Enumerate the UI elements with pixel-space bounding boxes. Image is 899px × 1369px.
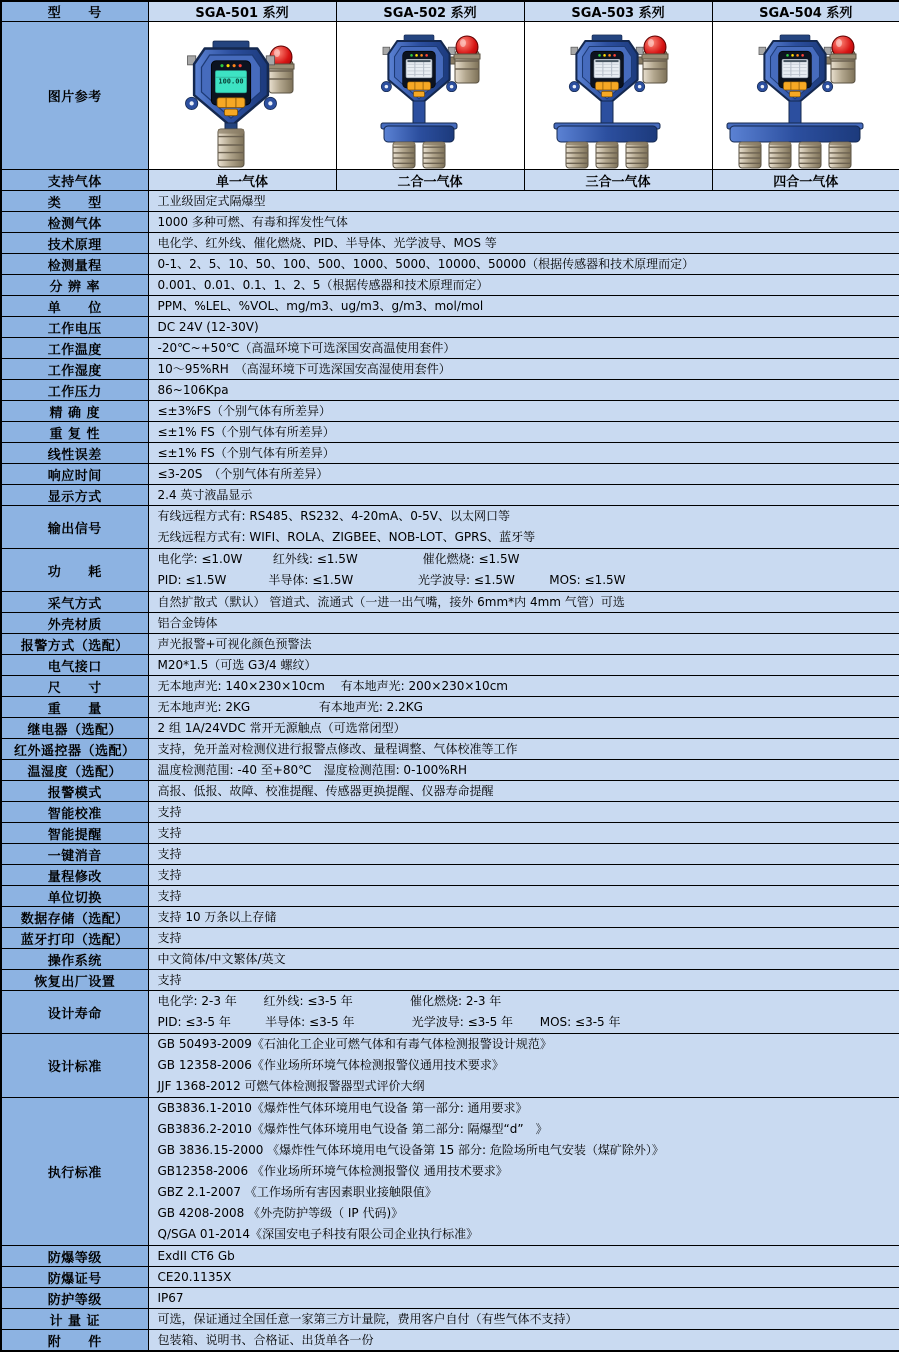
row-value-line: CE20.1135X <box>157 1270 232 1284</box>
row-value-line: GB 3836.15-2000 《爆炸性气体环境用电气设备第 15 部分: 危险场所电气安装（煤矿除外）》 <box>157 1143 664 1157</box>
row-value <box>148 676 899 697</box>
row-label: 类 型 <box>1 191 148 212</box>
row-value-line: 声光报警+可视化颜色预警法 <box>157 637 312 651</box>
spec-row <box>1 928 899 949</box>
row-label: 温湿度（选配） <box>1 760 148 781</box>
spec-row <box>1 844 899 865</box>
spec-row <box>1 802 899 823</box>
row-value <box>148 907 899 928</box>
row-value-line: IP67 <box>157 1291 184 1305</box>
row-value-line: 支持 <box>157 931 182 945</box>
row-value-line: 电化学: 2-3 年 红外线: ≤3-5 年 催化燃烧: 2-3 年 <box>157 994 502 1008</box>
row-value-line: GB 4208-2008 《外壳防护等级（ IP 代码)》 <box>157 1206 404 1220</box>
row-value <box>148 1309 899 1330</box>
row-value-line: GB3836.2-2010《爆炸性气体环境用电气设备 第二部分: 隔爆型“d” 》 <box>157 1122 548 1136</box>
gas-detector-image <box>149 23 335 169</box>
row-value-line: 10～95%RH （高湿环境下可选深国安高湿使用套件） <box>157 362 451 376</box>
row-label: 响应时间 <box>1 464 148 485</box>
row-value-line: M20*1.5（可选 G3/4 螺纹） <box>157 658 317 672</box>
row-label: 工作电压 <box>1 317 148 338</box>
row-value-line: ≤3-20S （个别气体有所差异） <box>157 467 329 481</box>
spec-row <box>1 464 899 485</box>
spec-row <box>1 401 899 422</box>
row-value <box>148 443 899 464</box>
row-value <box>148 739 899 760</box>
row-value <box>148 422 899 443</box>
row-value-line: GB 50493-2009《石油化工企业可燃气体和有毒气体检测报警设计规范》 <box>157 1037 552 1051</box>
row-value <box>148 634 899 655</box>
row-value <box>148 338 899 359</box>
supported-gas-value-2: 二合一气体 <box>336 170 524 191</box>
row-value <box>148 970 899 991</box>
spec-row <box>1 1330 899 1352</box>
row-label: 工作湿度 <box>1 359 148 380</box>
row-label: 蓝牙打印（选配） <box>1 928 148 949</box>
row-value <box>148 1034 899 1098</box>
row-value-line: GB3836.1-2010《爆炸性气体环境用电气设备 第一部分: 通用要求》 <box>157 1101 528 1115</box>
row-label: 技术原理 <box>1 233 148 254</box>
spec-row <box>1 275 899 296</box>
gas-detector-image <box>713 23 899 169</box>
product-image-cell-SGA-501 <box>148 22 336 170</box>
row-value-line: 高报、低报、故障、校准提醒、传感器更换提醒、仪器寿命提醒 <box>157 784 494 798</box>
row-value <box>148 802 899 823</box>
supported-gas-row <box>1 170 899 191</box>
row-label: 分 辨 率 <box>1 275 148 296</box>
row-value <box>148 823 899 844</box>
row-value <box>148 1288 899 1309</box>
spec-row <box>1 907 899 928</box>
model-header-4: SGA-504 系列 <box>712 1 899 22</box>
row-label: 采气方式 <box>1 592 148 613</box>
supported-gas-value-1: 单一气体 <box>148 170 336 191</box>
row-label: 功 耗 <box>1 549 148 592</box>
spec-row <box>1 380 899 401</box>
row-value-line: 2.4 英寸液晶显示 <box>157 488 253 502</box>
row-value-line: 支持 <box>157 868 182 882</box>
row-label: 防爆等级 <box>1 1246 148 1267</box>
row-value <box>148 212 899 233</box>
model-header-row <box>1 1 899 22</box>
spec-row <box>1 1098 899 1246</box>
row-value <box>148 549 899 592</box>
spec-row <box>1 592 899 613</box>
row-value <box>148 380 899 401</box>
row-value <box>148 991 899 1034</box>
row-value-line: ≤±3%FS（个别气体有所差异） <box>157 404 331 418</box>
row-label: 工作温度 <box>1 338 148 359</box>
spec-row <box>1 1288 899 1309</box>
row-value <box>148 1246 899 1267</box>
row-value-line: 86~106Kpa <box>157 383 229 397</box>
row-value-line: 1000 多种可燃、有毒和挥发性气体 <box>157 215 348 229</box>
product-image-row <box>1 22 899 170</box>
row-value-line: 无本地声光: 2KG 有本地声光: 2.2KG <box>157 700 423 714</box>
spec-row <box>1 317 899 338</box>
row-value <box>148 191 899 212</box>
row-label: 继电器（选配） <box>1 718 148 739</box>
row-label: 计 量 证 <box>1 1309 148 1330</box>
spec-row <box>1 739 899 760</box>
row-label: 附 件 <box>1 1330 148 1352</box>
spec-row <box>1 443 899 464</box>
row-value <box>148 1098 899 1246</box>
model-header-1: SGA-501 系列 <box>148 1 336 22</box>
row-label: 检测量程 <box>1 254 148 275</box>
row-label: 量程修改 <box>1 865 148 886</box>
row-value-line: 支持 <box>157 889 182 903</box>
row-value-line: 支持，免开盖对检测仪进行报警点修改、量程调整、气体校准等工作 <box>157 742 518 756</box>
row-value-line: 0-1、2、5、10、50、100、500、1000、5000、10000、50000（根据传感器和技术原理而定） <box>157 257 695 271</box>
row-value <box>148 233 899 254</box>
row-value-line: 0.001、0.01、0.1、1、2、5（根据传感器和技术原理而定） <box>157 278 489 292</box>
row-value-line: 无线远程方式有: WIFI、ROLA、ZIGBEE、NOB-LOT、GPRS、蓝牙等 <box>157 530 536 544</box>
gas-detector-image <box>337 23 523 169</box>
row-label: 检测气体 <box>1 212 148 233</box>
row-label: 操作系统 <box>1 949 148 970</box>
gas-detector-image <box>525 23 711 169</box>
row-value-line: DC 24V (12-30V) <box>157 320 259 334</box>
spec-row <box>1 781 899 802</box>
row-value <box>148 949 899 970</box>
spec-row <box>1 1267 899 1288</box>
row-value-line: 支持 <box>157 847 182 861</box>
spec-row <box>1 549 899 592</box>
supported-gas-value-4: 四合一气体 <box>712 170 899 191</box>
spec-row <box>1 1309 899 1330</box>
spec-row <box>1 1246 899 1267</box>
supported-gas-value-3: 三合一气体 <box>524 170 712 191</box>
row-value-line: 有线远程方式有: RS485、RS232、4-20mA、0-5V、以太网口等 <box>157 509 511 523</box>
row-value-line: 铝合金铸体 <box>157 616 218 630</box>
row-label: 重 复 性 <box>1 422 148 443</box>
row-value <box>148 1330 899 1352</box>
spec-row <box>1 760 899 781</box>
product-image-cell-SGA-503 <box>524 22 712 170</box>
row-label: 线性误差 <box>1 443 148 464</box>
row-value-line: 自然扩散式（默认） 管道式、流通式（一进一出气嘴，接外 6mm*内 4mm 气管）可选 <box>157 595 625 609</box>
spec-row <box>1 422 899 443</box>
spec-row <box>1 613 899 634</box>
spec-row <box>1 485 899 506</box>
row-value <box>148 781 899 802</box>
row-value-line: GBZ 2.1-2007 《工作场所有害因素职业接触限值》 <box>157 1185 437 1199</box>
row-label: 重 量 <box>1 697 148 718</box>
spec-row <box>1 338 899 359</box>
row-label: 智能提醒 <box>1 823 148 844</box>
row-label: 报警模式 <box>1 781 148 802</box>
row-value-line: -20℃~+50℃（高温环境下可选深国安高温使用套件） <box>157 341 456 355</box>
row-value-line: 支持 10 万条以上存储 <box>157 910 277 924</box>
spec-row <box>1 506 899 549</box>
row-value <box>148 317 899 338</box>
row-label: 精 确 度 <box>1 401 148 422</box>
spec-row <box>1 949 899 970</box>
spec-row <box>1 634 899 655</box>
row-value <box>148 359 899 380</box>
row-value-line: 2 组 1A/24VDC 常开无源触点（可选常闭型） <box>157 721 406 735</box>
row-value <box>148 865 899 886</box>
row-label: 一键消音 <box>1 844 148 865</box>
model-header-2: SGA-502 系列 <box>336 1 524 22</box>
row-value <box>148 592 899 613</box>
spec-row <box>1 359 899 380</box>
row-value <box>148 760 899 781</box>
model-header-3: SGA-503 系列 <box>524 1 712 22</box>
row-label: 红外遥控器（选配） <box>1 739 148 760</box>
row-value <box>148 928 899 949</box>
row-value-line: 电化学: ≤1.0W 红外线: ≤1.5W 催化燃烧: ≤1.5W <box>157 552 520 566</box>
spec-row <box>1 676 899 697</box>
row-label: 执行标准 <box>1 1098 148 1246</box>
row-label: 数据存储（选配） <box>1 907 148 928</box>
row-value-line: ≤±1% FS（个别气体有所差异） <box>157 425 335 439</box>
row-label-model: 型 号 <box>1 1 148 22</box>
row-value-line: PPM、%LEL、%VOL、mg/m3、ug/m3、g/m3、mol/mol <box>157 299 484 313</box>
row-label: 报警方式（选配） <box>1 634 148 655</box>
row-label: 恢复出厂设置 <box>1 970 148 991</box>
row-value-line: GB 12358-2006《作业场所环境气体检测报警仪通用技术要求》 <box>157 1058 504 1072</box>
row-value-line: PID: ≤3-5 年 半导体: ≤3-5 年 光学波导: ≤3-5 年 MOS: ≤3-5 年 <box>157 1015 621 1029</box>
row-value <box>148 886 899 907</box>
row-value <box>148 485 899 506</box>
spec-row <box>1 254 899 275</box>
row-value-line: ExdII CT6 Gb <box>157 1249 235 1263</box>
spec-row <box>1 886 899 907</box>
row-value <box>148 718 899 739</box>
spec-row <box>1 1034 899 1098</box>
row-value <box>148 296 899 317</box>
row-value-line: 中文简体/中文繁体/英文 <box>157 952 286 966</box>
row-value-line: Q/SGA 01-2014《深国安电子科技有限公司企业执行标准》 <box>157 1227 479 1241</box>
spec-row <box>1 970 899 991</box>
row-value <box>148 697 899 718</box>
row-value <box>148 655 899 676</box>
row-label: 设计标准 <box>1 1034 148 1098</box>
row-value-line: 工业级固定式隔爆型 <box>157 194 266 208</box>
row-value <box>148 613 899 634</box>
row-value <box>148 506 899 549</box>
spec-row <box>1 191 899 212</box>
product-image-cell-SGA-502 <box>336 22 524 170</box>
row-value-line: 电化学、红外线、催化燃烧、PID、半导体、光学波导、MOS 等 <box>157 236 497 250</box>
row-value-line: GB12358-2006 《作业场所环境气体检测报警仪 通用技术要求》 <box>157 1164 508 1178</box>
row-label: 防爆证号 <box>1 1267 148 1288</box>
spec-row <box>1 212 899 233</box>
spec-table-head <box>1 1 899 22</box>
spec-row <box>1 233 899 254</box>
row-value-line: ≤±1% FS（个别气体有所差异） <box>157 446 335 460</box>
row-label: 输出信号 <box>1 506 148 549</box>
spec-row <box>1 296 899 317</box>
row-value-line: 支持 <box>157 973 182 987</box>
row-label: 显示方式 <box>1 485 148 506</box>
row-value-line: JJF 1368-2012 可燃气体检测报警器型式评价大纲 <box>157 1079 425 1093</box>
spec-row <box>1 655 899 676</box>
spec-row <box>1 865 899 886</box>
row-label: 防护等级 <box>1 1288 148 1309</box>
row-value-line: 支持 <box>157 826 182 840</box>
row-label: 电气接口 <box>1 655 148 676</box>
spec-row <box>1 718 899 739</box>
row-label: 尺 寸 <box>1 676 148 697</box>
row-value-line: PID: ≤1.5W 半导体: ≤1.5W 光学波导: ≤1.5W MOS: ≤1.5W <box>157 573 626 587</box>
row-value-line: 支持 <box>157 805 182 819</box>
product-image-cell-SGA-504 <box>712 22 899 170</box>
spec-table-body <box>1 22 899 1352</box>
spec-row <box>1 697 899 718</box>
row-value-line: 可选，保证通过全国任意一家第三方计量院，费用客户自付（有些气体不支持） <box>157 1312 578 1326</box>
row-value <box>148 464 899 485</box>
row-value-line: 无本地声光: 140×230×10cm 有本地声光: 200×230×10cm <box>157 679 508 693</box>
row-value <box>148 275 899 296</box>
svg-text:100.00: 100.00 <box>218 77 244 86</box>
spec-row <box>1 823 899 844</box>
row-value <box>148 401 899 422</box>
row-label: 单位切换 <box>1 886 148 907</box>
row-label: 单 位 <box>1 296 148 317</box>
row-label-image-ref: 图片参考 <box>1 22 148 170</box>
row-value-line: 包装箱、说明书、合格证、出货单各一份 <box>157 1333 374 1347</box>
row-label-supported-gas: 支持气体 <box>1 170 148 191</box>
row-label: 工作压力 <box>1 380 148 401</box>
spec-row <box>1 991 899 1034</box>
row-value <box>148 254 899 275</box>
row-value <box>148 844 899 865</box>
row-value-line: 温度检测范围: -40 至+80℃ 湿度检测范围: 0-100%RH <box>157 763 468 777</box>
row-label: 设计寿命 <box>1 991 148 1034</box>
row-label: 智能校准 <box>1 802 148 823</box>
row-label: 外壳材质 <box>1 613 148 634</box>
row-value <box>148 1267 899 1288</box>
